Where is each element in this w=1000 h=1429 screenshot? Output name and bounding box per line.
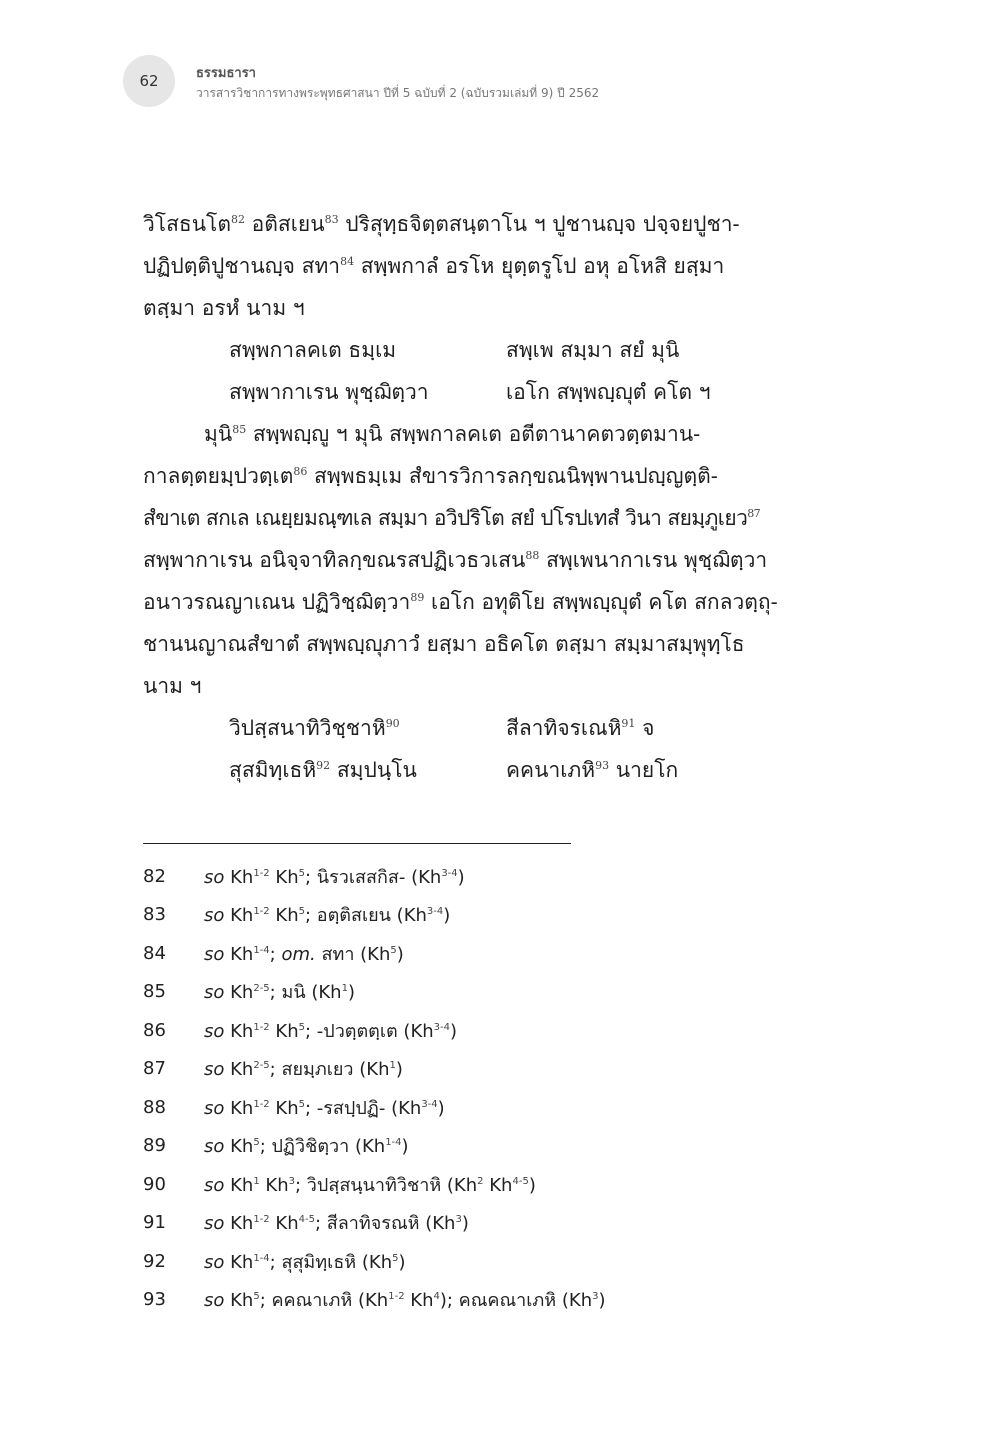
footnote-number: 89: [143, 1135, 166, 1157]
text-line: อนาวรณญาเณน ปฏิวิชฺฌิตฺวา$^{89}$ เอโก อทุติโย สพฺพญฺญุตํ คโต สกลวตฺถุ-: [143, 590, 778, 614]
footnote-ref: 89: [410, 591, 425, 604]
verse-first-half: วิปสฺสนาทิวิชฺชาหิ$^{90}$: [229, 716, 400, 740]
footnote-text: so Kh$^{1-2}$ Kh$^5$; -ปวตฺตตฺเต (Kh$^{3-4}$): [204, 1020, 458, 1042]
text-line: ชานนญาณสํขาตํ สพฺพญฺญุภาวํ ยสฺมา อธิคโต ตสฺมา สมฺมาสมฺพุทฺโธ: [143, 632, 745, 656]
verse-second-half: สีลาทิจรเณหิ$^{91}$ จ: [506, 716, 655, 740]
footnote-ref: 87: [747, 507, 761, 520]
footnote-item: [143, 934, 843, 973]
footnote-item: [143, 896, 843, 935]
footnote-ref: 82: [230, 213, 245, 226]
verse-first-half: สุสมิทฺเธหิ$^{92}$ สมฺปนฺโน: [229, 758, 417, 782]
footnote-item: [143, 857, 843, 896]
footnote-number: 91: [143, 1212, 166, 1234]
footnote-item: [143, 1127, 843, 1166]
footnote-text: so Kh$^{1-4}$; สุสุมิทฺเธหิ (Kh$^5$): [204, 1251, 406, 1273]
footnote-number: 87: [143, 1058, 166, 1080]
footnote-number: 90: [143, 1173, 166, 1195]
footnote-number: 85: [143, 981, 166, 1003]
footnote-number: 82: [143, 865, 166, 887]
verse-second-half: สพฺเพ สมฺมา สยํ มุนิ: [506, 338, 680, 362]
footnote-ref: 91: [621, 717, 636, 730]
footnote-number: 84: [143, 942, 166, 964]
footnote-text: so Kh$^5$; คคณาเภหิ (Kh$^{1-2}$ Kh$^4$); คณคณาเภหิ (Kh$^3$): [204, 1290, 606, 1312]
footnote-item: [143, 1242, 843, 1281]
page-number: 62: [139, 72, 159, 90]
footnote-number: 86: [143, 1019, 166, 1041]
footnote-item: [143, 1088, 843, 1127]
footnote-item: [143, 1011, 843, 1050]
text-line: สํขาเต สกเล เณยฺยมณฺฑเล สมฺมา อวิปริโต สยํ ปโรปเทสํ วินา สยมฺภูเยว$^{87}$: [143, 506, 761, 530]
verse-second-half: คคนาเภหิ$^{93}$ นายโก: [506, 758, 679, 782]
footnote-number: 88: [143, 1096, 166, 1118]
footnote-ref: 83: [324, 213, 339, 226]
text-line: สพฺพากาเรน อนิจฺจาทิลกฺขณรสปฏิเวธวเสน$^{88}$ สพฺเพนากาเรน พุชฺฌิตฺวา: [143, 548, 768, 572]
footnote-ref: 86: [293, 465, 308, 478]
footnote-ref: 90: [385, 717, 400, 730]
text-line: มุนิ$^{85}$ สพฺพญฺญู ฯ มุนิ สพฺพกาลคเต อตีตานาคตวตฺตมาน-: [204, 422, 701, 446]
footnote-item: [143, 1281, 843, 1320]
footnote-ref: 93: [595, 759, 610, 772]
verse-line: [143, 329, 833, 371]
footnote-text: so Kh$^5$; ปฏิวิชิตฺวา (Kh$^{1-4}$): [204, 1136, 409, 1158]
journal-name: ธรรมธารา: [196, 66, 256, 81]
main-text: [143, 203, 833, 791]
footnote-number: 93: [143, 1289, 166, 1311]
verse-line: [143, 707, 833, 749]
footnote-ref: 85: [232, 423, 247, 436]
footnote-text: so Kh$^{2-5}$; สยมฺภเยว (Kh$^1$): [204, 1059, 403, 1081]
footnote-ref: 88: [525, 549, 540, 562]
verse-second-half: เอโก สพฺพญฺญุตํ คโต ฯ: [506, 380, 711, 404]
footnote-item: [143, 973, 843, 1012]
text-line: ปฏิปตฺติปูชานญฺจ สทา$^{84}$ สพฺพกาลํ อรโห ยุตฺตรูโป อหุ อโหสิ ยสฺมา: [143, 254, 725, 278]
journal-subtitle: วารสารวิชาการทางพระพุทธศาสนา ปีที่ 5 ฉบับที่ 2 (ฉบับรวมเล่มที่ 9) ปี 2562: [196, 86, 600, 100]
footnote-text: so Kh$^{1-2}$ Kh$^5$; อตฺติสเยน (Kh$^{3-4}$): [204, 905, 451, 927]
footnote-text: so Kh$^1$ Kh$^3$; วิปสฺสนฺนาทิวิชาหิ (Kh$^2$ Kh$^{4-5}$): [204, 1174, 536, 1196]
text-line: วิโสธนโต$^{82}$ อติสเยน$^{83}$ ปริสุทฺธจิตฺตสนฺตาโน ฯ ปูชานญฺจ ปจฺจยปูชา-: [143, 212, 740, 236]
paragraph-1: [143, 203, 833, 329]
footnote-text: so Kh$^{1-2}$ Kh$^{4-5}$; สีลาทิจรณหิ (Kh$^3$): [204, 1213, 469, 1235]
footnote-item: [143, 1050, 843, 1089]
footnote-text: so Kh$^{1-2}$ Kh$^5$; นิรวเสสกิส- (Kh$^{3-4}$): [204, 866, 465, 888]
paragraph-2: [143, 413, 833, 707]
footnote-item: [143, 1165, 843, 1204]
verse-first-half: สพฺพกาลคเต ธมฺเม: [229, 338, 397, 362]
footnotes-list: [143, 857, 843, 1319]
footnote-text: so Kh$^{1-2}$ Kh$^5$; -รสปฺปฏิ- (Kh$^{3-4}$): [204, 1097, 445, 1119]
text-line: กาลตฺตยมฺปวตฺเต$^{86}$ สพฺพธมฺเม สํขารวิการลกฺขณนิพฺพานปญฺญตฺติ-: [143, 464, 718, 488]
verse-line: [143, 371, 833, 413]
text-line: นาม ฯ: [143, 674, 202, 698]
footnote-number: 92: [143, 1250, 166, 1272]
footnote-text: so Kh$^{1-4}$; om. สทา (Kh$^5$): [204, 943, 404, 965]
footnote-ref: 92: [316, 759, 331, 772]
verse-first-half: สพฺพากาเรน พุชฺฌิตฺวา: [229, 380, 429, 404]
footnote-item: [143, 1204, 843, 1243]
footnote-divider: [143, 843, 571, 844]
footnote-ref: 84: [340, 255, 355, 268]
page-number-badge: [123, 55, 175, 107]
footnote-number: 83: [143, 904, 166, 926]
footnote-text: so Kh$^{2-5}$; มนิ (Kh$^1$): [204, 982, 355, 1004]
verse-line: [143, 749, 833, 791]
text-line: ตสฺมา อรหํ นาม ฯ: [143, 296, 305, 320]
